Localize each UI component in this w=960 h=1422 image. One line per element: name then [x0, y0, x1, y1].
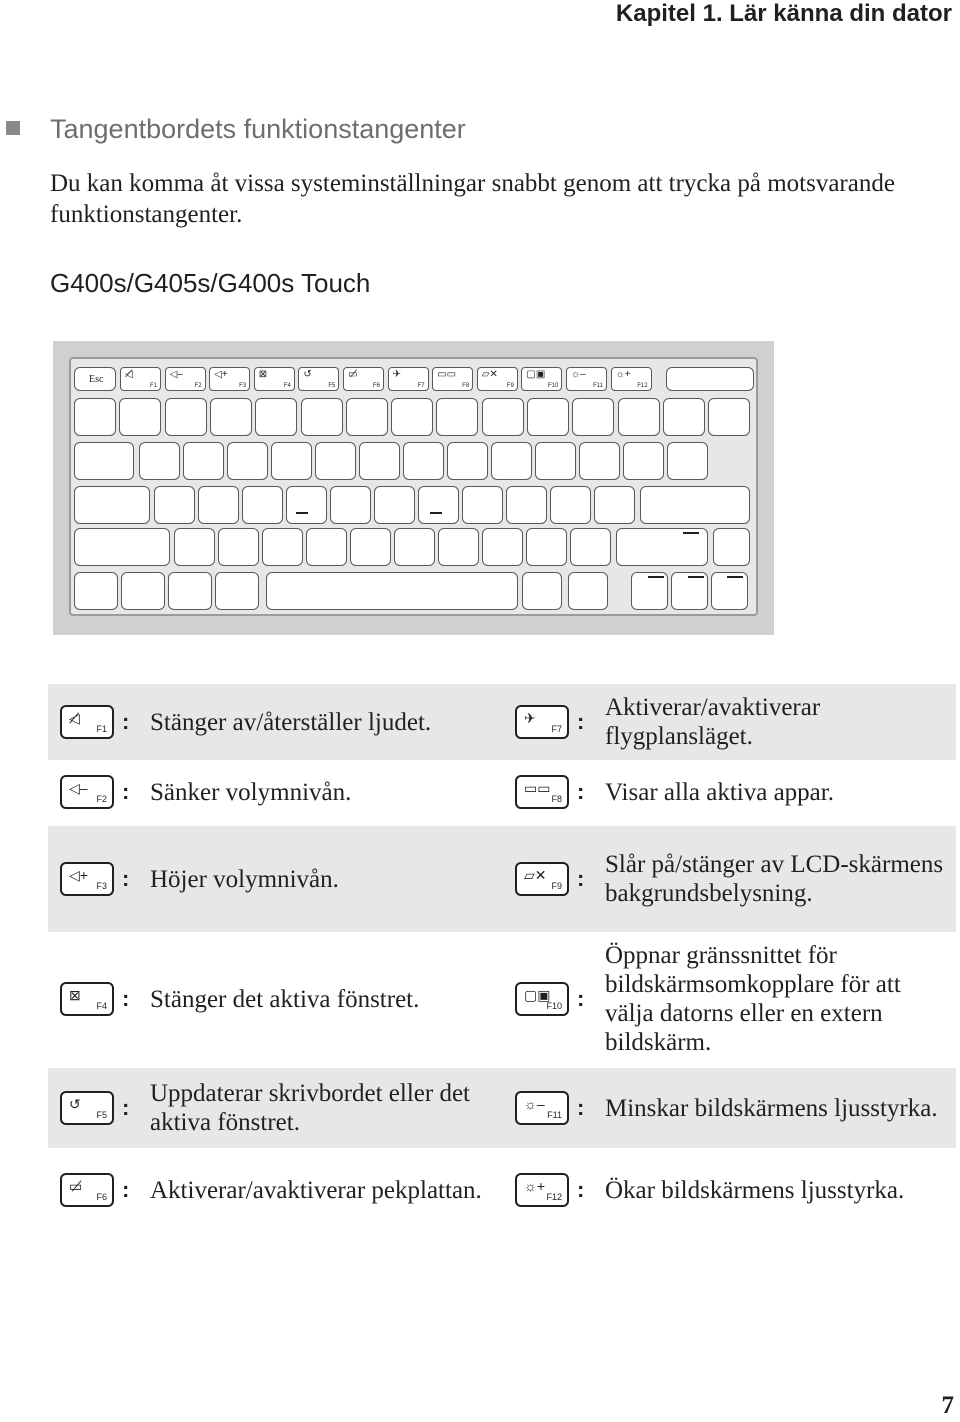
keyboard-key	[306, 528, 347, 566]
function-entry	[60, 1068, 510, 1148]
keyboard-key	[570, 528, 611, 566]
keyboard-key	[568, 572, 608, 610]
volume-up-icon: ◁+	[69, 867, 88, 883]
function-description: Stänger det aktiva fönstret.	[150, 985, 420, 1013]
function-description: Aktiverar/avaktiverar flygplansläget.	[605, 694, 821, 750]
keyboard-key	[121, 572, 165, 610]
keyboard-key	[165, 398, 207, 436]
keyboard-key	[579, 442, 620, 480]
function-key-label: F1	[96, 724, 107, 734]
keyboard-key	[227, 442, 268, 480]
function-key-cap	[60, 705, 114, 739]
keyboard-fkey-f2	[165, 367, 206, 391]
fkey-label: F2	[194, 383, 202, 389]
function-key-cap	[515, 982, 569, 1016]
function-key-cap	[515, 1173, 569, 1207]
keyboard-fkey-f5	[298, 367, 339, 391]
function-description: Uppdaterar skrivbordet eller det aktiva fönstret.	[150, 1080, 471, 1136]
keyboard-key	[391, 398, 433, 436]
keyboard-key	[210, 398, 252, 436]
fkey-label: F5	[328, 383, 336, 389]
function-row	[48, 1148, 956, 1232]
function-row	[48, 826, 956, 932]
keyboard-key	[271, 442, 312, 480]
function-entry	[515, 1068, 955, 1148]
function-description: Slår på/stänger av LCD-skärmens bakgrundsbelysning.	[605, 851, 944, 907]
close-window-icon: ⊠	[258, 369, 268, 380]
close-window-icon: ⊠	[69, 987, 81, 1003]
keyboard-key	[301, 398, 343, 436]
key-bump	[688, 576, 704, 578]
keyboard-key	[708, 398, 750, 436]
keyboard-key	[535, 442, 576, 480]
keyboard-key	[74, 442, 134, 480]
function-entry	[515, 1148, 955, 1232]
key-bump	[296, 512, 308, 514]
chapter-header: Kapitel 1. Lär känna din dator	[615, 0, 952, 27]
fkey-label: F1	[149, 383, 157, 389]
keyboard-key	[198, 486, 239, 524]
refresh-icon: ↺	[69, 1096, 81, 1112]
function-entry	[60, 1148, 510, 1232]
key-bump	[430, 512, 442, 514]
function-key-label: F5	[96, 1110, 107, 1120]
caps-lock-key	[74, 486, 150, 524]
keyboard-key	[174, 528, 215, 566]
keyboard-key	[74, 398, 116, 436]
brightness-up-icon: ☼+	[524, 1178, 546, 1194]
keyboard-key	[330, 486, 371, 524]
keyboard-key	[418, 486, 459, 524]
apps-icon: ▭▭	[437, 369, 457, 380]
keyboard-key	[623, 442, 664, 480]
keyboard-key	[667, 442, 708, 480]
fkey-label: F10	[548, 383, 559, 389]
keyboard-fkey-f10	[521, 367, 562, 391]
function-key-label: F11	[547, 1110, 562, 1120]
function-key-label: F10	[546, 1001, 562, 1011]
function-description: Visar alla aktiva appar.	[605, 778, 834, 806]
keyboard-key	[403, 442, 444, 480]
function-entry	[515, 932, 955, 1066]
backlight-off-icon: ▱✕	[481, 369, 498, 380]
section-bullet	[6, 121, 20, 135]
function-description: Stänger av/återställer ljudet.	[150, 708, 432, 736]
key-bump	[648, 576, 664, 578]
keyboard-key	[218, 528, 259, 566]
keyboard-key	[663, 398, 705, 436]
keyboard-key	[119, 398, 161, 436]
key-bump	[683, 532, 699, 534]
function-description: Aktiverar/avaktiverar pekplattan.	[150, 1176, 482, 1204]
function-row	[48, 932, 956, 1066]
function-entry	[60, 684, 510, 760]
airplane-icon: ✈	[524, 710, 536, 726]
keyboard-fkey-f11	[566, 367, 607, 391]
function-key-label: F3	[96, 881, 107, 891]
refresh-icon: ↺	[303, 369, 312, 380]
fkey-label: F3	[239, 383, 247, 389]
function-key-label: F2	[96, 794, 107, 804]
keyboard-key	[713, 528, 750, 566]
keyboard-fkey-f3	[209, 367, 250, 391]
keyboard-key	[447, 442, 488, 480]
keyboard-key	[359, 442, 400, 480]
keyboard-key	[262, 528, 303, 566]
keyboard-key	[491, 442, 532, 480]
fkey-label: F7	[417, 383, 425, 389]
backlight-off-icon: ▱✕	[524, 867, 547, 883]
keyboard-key	[346, 398, 388, 436]
keyboard-key	[462, 486, 503, 524]
function-key-label: F8	[551, 794, 562, 804]
airplane-icon: ✈	[392, 369, 401, 380]
keyboard-key	[436, 398, 478, 436]
keyboard-key	[618, 398, 660, 436]
touchpad-icon: ▭̸	[348, 369, 358, 380]
keyboard-key	[522, 572, 562, 610]
function-key-cap	[515, 862, 569, 896]
fkey-label: F4	[283, 383, 291, 389]
colon: :	[577, 986, 585, 1011]
keyboard-fkey-f6	[343, 367, 384, 391]
keyboard-key	[526, 528, 567, 566]
brightness-up-icon: ☼+	[615, 369, 631, 380]
function-key-label: F12	[546, 1192, 562, 1202]
keyboard-key	[374, 486, 415, 524]
apps-icon: ▭▭	[524, 780, 551, 796]
keyboard-key	[550, 486, 591, 524]
keyboard-fkey-f7	[388, 367, 429, 391]
function-key-cap	[60, 1173, 114, 1207]
function-key-cap	[60, 775, 114, 809]
function-description: Höjer volymnivån.	[150, 865, 339, 893]
keyboard-key	[482, 398, 524, 436]
mute-icon: ◁̸	[69, 710, 80, 726]
keyboard-key	[183, 442, 224, 480]
keyboard-key	[572, 398, 614, 436]
keyboard-fkey-f1	[120, 367, 161, 391]
touchpad-icon: ▭̸	[69, 1178, 83, 1194]
colon: :	[122, 866, 130, 891]
enter-key	[640, 486, 750, 524]
keyboard-key	[350, 528, 391, 566]
keyboard-key	[154, 486, 195, 524]
volume-up-icon: ◁+	[214, 369, 228, 380]
keyboard-key	[74, 572, 118, 610]
colon: :	[577, 709, 585, 734]
fkey-label: F12	[637, 383, 648, 389]
keyboard-key	[482, 528, 523, 566]
keyboard-fkey-f4	[254, 367, 295, 391]
keyboard-key	[255, 398, 297, 436]
fkey-label: F9	[506, 383, 514, 389]
function-key-label: F6	[96, 1192, 107, 1202]
function-entry	[60, 760, 510, 824]
colon: :	[122, 779, 130, 804]
page-number: 7	[941, 1392, 954, 1419]
keyboard-key	[594, 486, 635, 524]
function-key-cap	[515, 775, 569, 809]
fkey-label: F6	[372, 383, 380, 389]
section-title: Tangentbordets funktionstangenter	[50, 114, 466, 144]
function-description: Öppnar gränssnittet för bildskärmsomkopplare för att välja datorns eller en extern bildskärm.	[605, 942, 901, 1056]
function-description: Minskar bildskärmens ljusstyrka.	[605, 1094, 938, 1122]
colon: :	[577, 1095, 585, 1120]
colon: :	[122, 1177, 130, 1202]
volume-down-icon: ◁–	[169, 369, 183, 380]
function-key-cap	[60, 862, 114, 896]
display-switch-icon: ▢▣	[524, 987, 551, 1003]
function-entry	[515, 760, 955, 824]
colon: :	[122, 709, 130, 734]
fkey-label: F8	[462, 383, 470, 389]
function-key-cap	[60, 982, 114, 1016]
function-entry	[515, 684, 955, 760]
function-description: Ökar bildskärmens ljusstyrka.	[605, 1176, 905, 1204]
display-switch-icon: ▢▣	[526, 369, 546, 380]
volume-down-icon: ◁–	[69, 780, 88, 796]
function-description: Sänker volymnivån.	[150, 778, 352, 806]
keyboard-key	[215, 572, 259, 610]
esc-key: Esc	[74, 367, 116, 391]
function-row	[48, 1068, 956, 1148]
function-key-label: F7	[551, 724, 562, 734]
colon: :	[577, 779, 585, 804]
brightness-down-icon: ☼–	[571, 369, 586, 380]
model-heading: G400s/G405s/G400s Touch	[50, 268, 371, 298]
function-row	[48, 684, 956, 760]
keyboard-fkey-f12	[611, 367, 652, 391]
keyboard-key	[506, 486, 547, 524]
function-key-cap	[515, 705, 569, 739]
colon: :	[122, 986, 130, 1011]
keyboard-key	[139, 442, 180, 480]
fkey-label: F11	[593, 383, 603, 389]
keyboard-key	[666, 367, 754, 391]
mute-icon: ◁̸	[125, 369, 133, 380]
function-key-label: F9	[551, 881, 562, 891]
intro-paragraph: Du kan komma åt vissa systeminställningar snabbt genom att trycka på motsvarande funktionstangenter.	[50, 170, 895, 228]
space-key	[266, 572, 518, 610]
function-key-cap	[515, 1091, 569, 1125]
function-key-label: F4	[96, 1001, 107, 1011]
key-bump	[727, 576, 743, 578]
brightness-down-icon: ☼–	[524, 1096, 545, 1112]
colon: :	[577, 866, 585, 891]
function-entry	[515, 826, 955, 932]
keyboard-key	[168, 572, 212, 610]
function-row	[48, 760, 956, 824]
function-entry	[60, 826, 510, 932]
keyboard-key	[315, 442, 356, 480]
colon: :	[577, 1177, 585, 1202]
function-key-cap	[60, 1091, 114, 1125]
left-shift-key	[74, 528, 170, 566]
keyboard-key	[527, 398, 569, 436]
keyboard-fkey-f9	[477, 367, 518, 391]
keyboard-key	[242, 486, 283, 524]
keyboard-key	[438, 528, 479, 566]
keyboard-key	[394, 528, 435, 566]
function-entry	[60, 932, 510, 1066]
keyboard-key	[286, 486, 327, 524]
colon: :	[122, 1095, 130, 1120]
keyboard-fkey-f8	[432, 367, 473, 391]
